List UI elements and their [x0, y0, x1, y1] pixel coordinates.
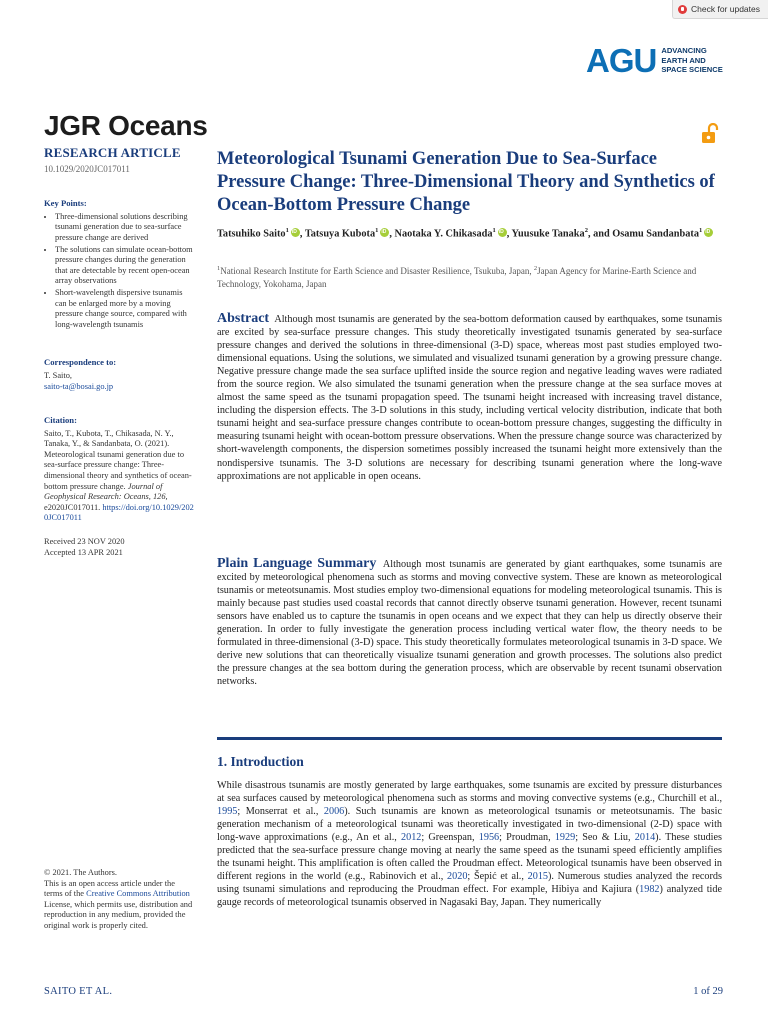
reference-year-link[interactable]: 2012 [401, 832, 422, 844]
author-name: Tatsuhiko Saito [217, 228, 286, 240]
introduction-text [217, 779, 722, 909]
section-divider [217, 737, 722, 740]
abstract-text: Although most tsunamis are generated by the sea-bottom deformation caused by earthquakes, some tsunamis are excited by sea-surface pressure changes. This study theoretically investigated tsunamis generated by sea-surface pressure changes and derived the solutions in three-dimensional (3-D) space, whereas most past studies employed two-dimensional equations. Using the solutions, we simulated and visualized tsunami generation by a growing pressure change. Negative pressure change made the sea surface uplifted inside the source region and negative leading waves were radiated from the source region. We also simulated the tsunami generation when the pressure change at the sea surface moves at almost the same speed as the tsunami propagation speed. The tsunami height increased with increasing travel distance, including the dispersion effects. The 3-D solutions in this study, including vertical velocity distribution, indicate that both tsunami height and sea-surface pressure changes contribute to ocean-bottom pressure changes, suggesting the difficulty in measuring tsunami height with ocean-bottom pressure observations. When the pressure change source was characterized by short-wavelength components, the dispersion sometimes possibly increased the tsunami height more extensively than the nondispersive tsunamis. The 3-D solutions are necessary for describing tsunami generation where the long-wave approximations are not applicable in open oceans. [217, 314, 722, 482]
affiliations [217, 262, 722, 291]
footer-authors: SAITO ET AL. [44, 986, 113, 997]
author-name: Tatsuya Kubota [304, 228, 376, 240]
plain-language-summary-text: Although most tsunamis are generated by giant earthquakes, some tsunamis are excited by meteorological phenomena such as storms and moving convective system. These are known as meteorological tsunamis or meteotsunamis. Most studies employ two-dimensional equations for modeling meteorological tsunamis. This is mainly because past studies used coastal records that cannot directly observe tsunami generation. However, recent tsunami sensors have enabled us to capture the tsunamis in open oceans and we expect that they can help us directly observe their generation. In order to fully investigate the generation process including vertical water flow, the theory needs to be formulated in three-dimensional (3-D) space. This study theoretically formulates meteorological tsunamis in 3-D space. We derive new solutions that can theoretically visualize tsunami generation and growth processes. The solutions also predict the pressure changes at the sea bottom during the generation process, which are observable by recent tsunami observation networks. [217, 559, 723, 688]
affiliation-text: National Research Institute for Earth Science and Disaster Resilience, Tsukuba, Japan, [220, 266, 534, 276]
citation-id: e2020JC017011. [44, 502, 101, 512]
open-access-lock-icon [700, 123, 722, 145]
orcid-icon[interactable] [498, 228, 507, 237]
agu-logo-tagline [661, 46, 722, 75]
author-affiliation-number: 1 [285, 227, 289, 234]
introduction-text-segment: ; Šepić et al., [467, 871, 528, 883]
article-title: Meteorological Tsunami Generation Due to Sea-Surface Pressure Change: Three-Dimensional Theory and Synthetics of Ocean-Bottom Pressure Change [217, 149, 715, 215]
introduction-text-segment: ; Monserrat et al., [237, 806, 324, 818]
reference-year-link[interactable]: 2020 [447, 871, 468, 883]
citation-text: Saito, T., Kubota, T., Chikasada, N. Y., Tanaka, Y., & Sandanbata, O. (2021). Meteorological tsunami generation due to sea-surface pressure change: Three-dimensional theory and synthetics of ocean-bottom pressure change. [44, 428, 192, 491]
abstract-section [217, 312, 722, 483]
author-affiliation-number: 1 [375, 227, 379, 234]
reference-year-link[interactable]: 1995 [217, 806, 238, 818]
orcid-icon[interactable] [291, 228, 300, 237]
author-separator: , [506, 228, 512, 240]
reference-year-link[interactable]: 1929 [554, 832, 576, 844]
accepted-date: Accepted 13 APR 2021 [44, 547, 123, 557]
agu-tagline-line-1: ADVANCING [661, 46, 707, 56]
article-type: RESEARCH ARTICLE [44, 145, 181, 160]
author-name: Naotaka Y. Chikasada [394, 228, 493, 240]
citation-journal: Journal of Geophysical Research: Oceans, 126, [44, 481, 168, 502]
introduction-text-segment: ). These studies predicted that the sea-surface pressure change moving at nearly the same speed as the tsunami speed efficiently amplifies the tsunami height. This amplification is often called the Proudman effect. Meteorological tsunamis have been observed in different regions in the world (e.g., Rabinovich et al., [217, 832, 722, 883]
author-name: Yuusuke Tanaka [511, 228, 585, 240]
author-separator: , and [587, 228, 613, 240]
plain-language-summary-heading: Plain Language Summary [217, 556, 377, 571]
abstract-heading: Abstract [217, 311, 270, 326]
affiliation-number: 2 [533, 265, 538, 272]
orcid-icon[interactable] [380, 228, 389, 237]
correspondence-name: T. Saito, [44, 370, 72, 380]
author-affiliation-number: 2 [584, 227, 588, 234]
key-point-item: • Three-dimensional solutions describing tsunami generation due to sea-surface pressure change are derived [55, 212, 194, 244]
introduction-text-segment: ) analyzed tide gauge records of meteorological tsunamis observed in Nagasaki Bay, Japan. They numerically [217, 884, 722, 909]
agu-tagline-line-3: SPACE SCIENCE [661, 65, 723, 75]
introduction-text-segment: ). Numerous studies analyzed the records using tsunami simulations and reproducing the Proudman effect. For example, Hibiya and Kajiura ( [217, 871, 722, 896]
author-separator: , [299, 228, 305, 240]
author-affiliation-number: 1 [492, 227, 496, 234]
key-points-list [44, 212, 194, 331]
correspondence-heading: Correspondence to: [44, 357, 117, 368]
agu-tagline-line-2: EARTH AND [661, 55, 706, 65]
affiliation-number: 1 [217, 265, 221, 272]
affiliation-text: Japan Agency for Marine-Earth Science and Technology, Yokohama, Japan [217, 266, 697, 289]
key-points-heading: Key Points: [44, 198, 87, 209]
creative-commons-link[interactable]: Creative Commons Attribution [86, 889, 190, 899]
author-list [217, 224, 722, 241]
correspondence-email-link[interactable]: saito-ta@bosai.go.jp [44, 381, 114, 391]
introduction-text-segment: ). Such tsunamis are known as meteorological tsunamis or meteotsunamis. The basic generation mechanism of a meteorological tsunami was theoretically investigated in two-dimensional (2-D) space with long-wave approximations (e.g., An et al., [217, 806, 722, 844]
journal-name: JGR Oceans [44, 110, 208, 141]
received-date: Received 23 NOV 2020 [44, 537, 125, 547]
key-point-item: • The solutions can simulate ocean-bottom pressure changes during the generation that are detectable by recent open-ocean array observations [55, 245, 194, 287]
reference-year-link[interactable]: 2014 [634, 832, 656, 844]
copyright-line: © 2021. The Authors. [44, 868, 117, 877]
crossmark-icon [678, 5, 687, 14]
check-for-updates-badge[interactable] [672, 0, 768, 19]
reference-year-link[interactable]: 1956 [478, 832, 500, 844]
footer-page-number: 1 of 29 [693, 986, 723, 997]
left-sidebar [44, 145, 194, 558]
copyright-notice [44, 868, 194, 932]
reference-year-link[interactable]: 1982 [639, 884, 660, 896]
citation-heading: Citation: [44, 415, 77, 426]
introduction-text-segment: ; Seo & Liu, [575, 832, 635, 844]
introduction-text-segment: While disastrous tsunamis are mostly generated by large earthquakes, some tsunamis are excited by pressure disturbances at sea surfaces caused by meteorological phenomena such as storms and moving convective systems (e.g., Churchill et al., [217, 780, 722, 805]
orcid-icon[interactable] [704, 228, 713, 237]
reference-year-link[interactable]: 2015 [527, 871, 548, 883]
license-text-1: This is an open access article under the terms of the [44, 878, 175, 899]
introduction-text-segment: ; Greenspan, [421, 832, 479, 844]
key-point-item: • Short-wavelength dispersive tsunamis can be enlarged more by a moving pressure change source, compared with long-wavelength tsunamis [55, 288, 194, 330]
author-affiliation-number: 1 [698, 227, 703, 234]
agu-logo [586, 44, 723, 77]
author-separator: , [389, 228, 395, 240]
agu-logo-mark: AGU [586, 42, 657, 79]
citation-doi-link[interactable]: https://doi.org/10.1029/2020JC017011 [44, 502, 194, 523]
doi: 10.1029/2020JC017011 [44, 163, 130, 174]
introduction-heading: 1. Introduction [217, 754, 304, 769]
introduction-text-segment: ; Proudman, [499, 832, 555, 844]
citation-block [44, 429, 194, 524]
author-name: Osamu Sandanbata [612, 228, 699, 240]
check-for-updates-label: Check for updates [691, 4, 760, 14]
plain-language-summary-section [217, 557, 722, 688]
reference-year-link[interactable]: 2006 [323, 806, 345, 818]
license-text-2: License, which permits use, distribution and reproduction in any medium, provided the original work is properly cited. [44, 899, 193, 930]
